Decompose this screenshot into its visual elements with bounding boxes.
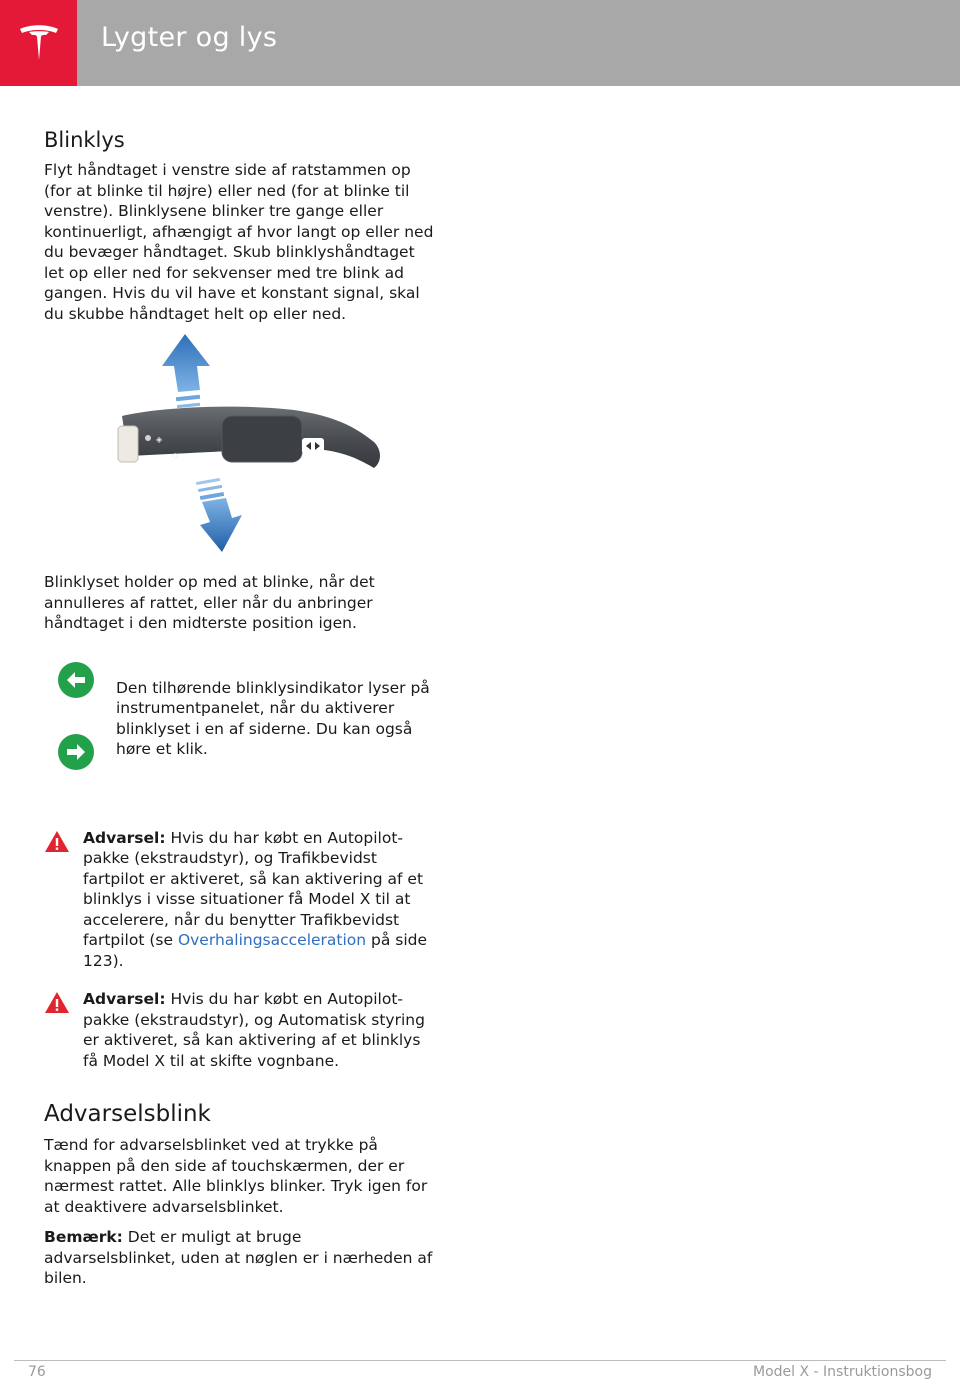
blinklys-intro: Flyt håndtaget i venstre side af ratstammen op (for at blinke til højre) eller ned (for at blinke til venstre). Blinklysene blinker tre gange eller kontinuerligt, afhængigt af hvor langt op eller ned du bevæger håndtaget. Skub blinklyshåndtaget let op eller ned for sekvenser med tre blink ad gangen. Hvis du vil have et konstant signal, skal du skubbe håndtaget helt op eller ned. <box>44 161 434 323</box>
blinklys-after-figure: Blinklyset holder op med at blinke, når det annulleres af rattet, eller når du anbringer håndtaget i den midterste position igen. <box>44 573 375 632</box>
page-header <box>0 0 960 86</box>
warning-1-body: Hvis du har købt en Autopilot-pakke (ekstraudstyr), og Trafikbevidst fartpilot er aktiveret, så kan aktivering af et blinklys i visse situationer få Model X til at accelerere, når du benytter Trafikbevidst fartpilot (se <box>83 828 424 949</box>
down-arrow-icon <box>196 478 242 552</box>
tesla-logo-icon <box>16 20 62 66</box>
section-heading-advarselsblink: Advarselsblink <box>44 1101 211 1127</box>
note-text: Det er muligt at bruge advarselsblinket, uden at nøglen er i nærheden af bilen. <box>44 1228 433 1287</box>
warning-icon <box>44 830 70 853</box>
turn-right-arrow-icon <box>58 734 94 770</box>
warning-1-label: Advarsel: <box>83 828 166 847</box>
overhalingsacceleration-link[interactable]: Overhalingsacceleration <box>177 931 367 949</box>
turn-signal-stalk-illustration <box>44 330 436 560</box>
warning-1-tail: på side 123). <box>83 931 428 970</box>
page-number: 76 <box>28 1364 46 1380</box>
turn-left-arrow-icon <box>58 662 94 698</box>
footer-title: Model X - Instruktionsbog <box>753 1364 932 1380</box>
footer-divider <box>14 1360 946 1361</box>
up-arrow-icon <box>162 334 210 415</box>
warning-1-text <box>83 828 436 972</box>
stalk-diagram <box>44 330 436 560</box>
advarselsblink-note <box>44 1227 436 1289</box>
stalk-icon <box>118 407 380 468</box>
tesla-logo <box>0 0 77 86</box>
warning-2 <box>44 989 436 1071</box>
main-content <box>44 128 436 1289</box>
warning-2-label: Advarsel: <box>83 990 166 1008</box>
advarselsblink-body: Tænd for advarselsblinket ved at trykke på knappen på den side af touchskærmen, der er nærmest rattet. Alle blinklys blinker. Tryk igen for at deaktivere advarselsblinket. <box>44 1136 428 1216</box>
indicator-text: Den tilhørende blinklysindikator lyser på instrumentpanelet, når du aktiverer blinklyset i en af siderne. Du kan også høre et klik. <box>116 678 430 758</box>
svg-text:◈: ◈ <box>156 435 163 444</box>
warning-2-body: Hvis du har købt en Autopilot-pakke (ekstraudstyr), og Automatisk styring er aktiveret, så kan aktivering af et blinklys få Model X til at skifte vognbane. <box>83 990 425 1070</box>
section-heading-blinklys: Blinklys <box>44 128 125 152</box>
warning-icon <box>44 991 70 1014</box>
warning-2-text <box>83 989 436 1071</box>
svg-text:◇: ◇ <box>172 451 179 460</box>
indicator-block <box>44 650 436 800</box>
note-label: Bemærk: <box>44 1228 123 1246</box>
page-title: Lygter og lys <box>101 22 278 53</box>
warning-1 <box>44 828 436 972</box>
